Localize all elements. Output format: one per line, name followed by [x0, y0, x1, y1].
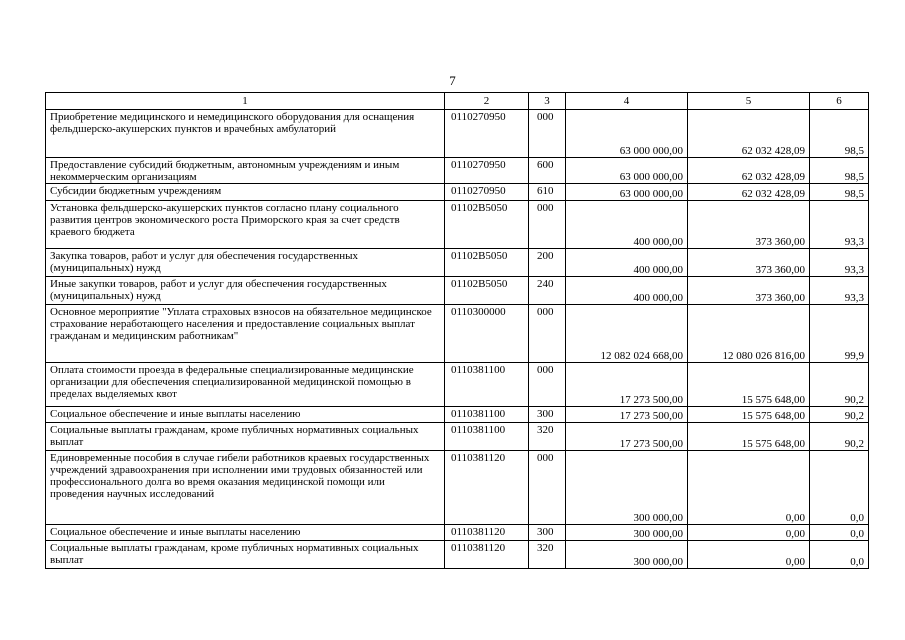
table-row — [46, 184, 869, 201]
column-header: 6 — [810, 93, 869, 110]
column-header: 5 — [688, 93, 810, 110]
row-kvr: 000 — [529, 305, 566, 363]
row-name: Установка фельдшерско-акушерских пунктов согласно плану социального развития центров экономического роста Приморского края за счет средств краевого бюджета — [46, 201, 445, 249]
row-name: Единовременные пособия в случае гибели работников краевых государственных учреждений здравоохранения при исполнении ими трудовых обязанностей или профессионального долга во время оказания медицинской помощи или проведения научных исследований — [46, 451, 445, 525]
row-fact-amount: 15 575 648,00 — [688, 407, 810, 423]
row-percent: 98,5 — [810, 158, 869, 184]
row-kvr: 300 — [529, 407, 566, 423]
row-plan-amount: 400 000,00 — [566, 201, 688, 249]
row-plan-amount: 400 000,00 — [566, 277, 688, 305]
row-code: 01102В5050 — [445, 201, 529, 249]
row-plan-amount: 63 000 000,00 — [566, 184, 688, 201]
row-fact-amount: 0,00 — [688, 541, 810, 569]
row-name: Приобретение медицинского и немедицинского оборудования для оснащения фельдшерско-акушерских пунктов и врачебных амбулаторий — [46, 110, 445, 158]
row-name: Социальное обеспечение и иные выплаты населению — [46, 407, 445, 423]
row-fact-amount: 62 032 428,09 — [688, 110, 810, 158]
column-header: 4 — [566, 93, 688, 110]
row-name: Субсидии бюджетным учреждениям — [46, 184, 445, 201]
row-percent: 90,2 — [810, 423, 869, 451]
budget-table — [45, 92, 869, 569]
row-code: 01102В5050 — [445, 277, 529, 305]
row-percent: 0,0 — [810, 451, 869, 525]
row-percent: 99,9 — [810, 305, 869, 363]
column-header: 1 — [46, 93, 445, 110]
row-percent: 0,0 — [810, 541, 869, 569]
table-row — [46, 305, 869, 363]
row-kvr: 000 — [529, 451, 566, 525]
row-plan-amount: 17 273 500,00 — [566, 407, 688, 423]
row-fact-amount: 373 360,00 — [688, 249, 810, 277]
table-row — [46, 277, 869, 305]
row-code: 0110381100 — [445, 363, 529, 407]
row-fact-amount: 15 575 648,00 — [688, 363, 810, 407]
row-plan-amount: 300 000,00 — [566, 451, 688, 525]
table-row — [46, 249, 869, 277]
row-code: 0110381120 — [445, 525, 529, 541]
row-code: 0110270950 — [445, 158, 529, 184]
row-code: 0110381100 — [445, 423, 529, 451]
row-name: Основное мероприятие "Уплата страховых взносов на обязательное медицинское страхование неработающего населения и предоставление социальных выплат гражданам и медицинским работникам" — [46, 305, 445, 363]
row-plan-amount: 17 273 500,00 — [566, 423, 688, 451]
row-name: Иные закупки товаров, работ и услуг для обеспечения государственных (муниципальных) нужд — [46, 277, 445, 305]
row-percent: 0,0 — [810, 525, 869, 541]
row-kvr: 200 — [529, 249, 566, 277]
row-code: 0110300000 — [445, 305, 529, 363]
row-fact-amount: 15 575 648,00 — [688, 423, 810, 451]
page-number: 7 — [449, 73, 456, 88]
row-code: 0110381120 — [445, 541, 529, 569]
row-fact-amount: 373 360,00 — [688, 277, 810, 305]
row-name: Оплата стоимости проезда в федеральные специализированные медицинские организации для обеспечения специализированной медицинской помощью в пределах выделяемых квот — [46, 363, 445, 407]
row-kvr: 240 — [529, 277, 566, 305]
row-fact-amount: 62 032 428,09 — [688, 158, 810, 184]
table-row — [46, 541, 869, 569]
row-kvr: 600 — [529, 158, 566, 184]
row-name: Социальные выплаты гражданам, кроме публичных нормативных социальных выплат — [46, 541, 445, 569]
row-percent: 90,2 — [810, 363, 869, 407]
row-kvr: 300 — [529, 525, 566, 541]
row-fact-amount: 12 080 026 816,00 — [688, 305, 810, 363]
row-percent: 98,5 — [810, 184, 869, 201]
row-name: Закупка товаров, работ и услуг для обеспечения государственных (муниципальных) нужд — [46, 249, 445, 277]
row-kvr: 000 — [529, 363, 566, 407]
row-code: 0110381100 — [445, 407, 529, 423]
table-row — [46, 451, 869, 525]
row-kvr: 320 — [529, 541, 566, 569]
row-name: Социальное обеспечение и иные выплаты населению — [46, 525, 445, 541]
row-plan-amount: 300 000,00 — [566, 525, 688, 541]
row-kvr: 320 — [529, 423, 566, 451]
table-row — [46, 423, 869, 451]
row-kvr: 610 — [529, 184, 566, 201]
row-percent: 93,3 — [810, 249, 869, 277]
row-plan-amount: 63 000 000,00 — [566, 110, 688, 158]
row-percent: 90,2 — [810, 407, 869, 423]
column-header: 3 — [529, 93, 566, 110]
row-fact-amount: 0,00 — [688, 525, 810, 541]
row-plan-amount: 12 082 024 668,00 — [566, 305, 688, 363]
row-code: 0110270950 — [445, 184, 529, 201]
row-fact-amount: 0,00 — [688, 451, 810, 525]
table-row — [46, 407, 869, 423]
row-percent: 93,3 — [810, 277, 869, 305]
row-plan-amount: 63 000 000,00 — [566, 158, 688, 184]
row-name: Социальные выплаты гражданам, кроме публичных нормативных социальных выплат — [46, 423, 445, 451]
table-row — [46, 158, 869, 184]
row-code: 01102В5050 — [445, 249, 529, 277]
table-row — [46, 363, 869, 407]
table-row — [46, 525, 869, 541]
row-fact-amount: 373 360,00 — [688, 201, 810, 249]
row-plan-amount: 17 273 500,00 — [566, 363, 688, 407]
row-code: 0110381120 — [445, 451, 529, 525]
row-code: 0110270950 — [445, 110, 529, 158]
row-name: Предоставление субсидий бюджетным, автономным учреждениям и иным некоммерческим организациям — [46, 158, 445, 184]
row-kvr: 000 — [529, 201, 566, 249]
column-header: 2 — [445, 93, 529, 110]
table-header-row — [46, 93, 869, 110]
row-fact-amount: 62 032 428,09 — [688, 184, 810, 201]
table-row — [46, 201, 869, 249]
table-row — [46, 110, 869, 158]
table-body — [46, 93, 869, 569]
row-percent: 98,5 — [810, 110, 869, 158]
row-plan-amount: 400 000,00 — [566, 249, 688, 277]
row-plan-amount: 300 000,00 — [566, 541, 688, 569]
row-kvr: 000 — [529, 110, 566, 158]
row-percent: 93,3 — [810, 201, 869, 249]
